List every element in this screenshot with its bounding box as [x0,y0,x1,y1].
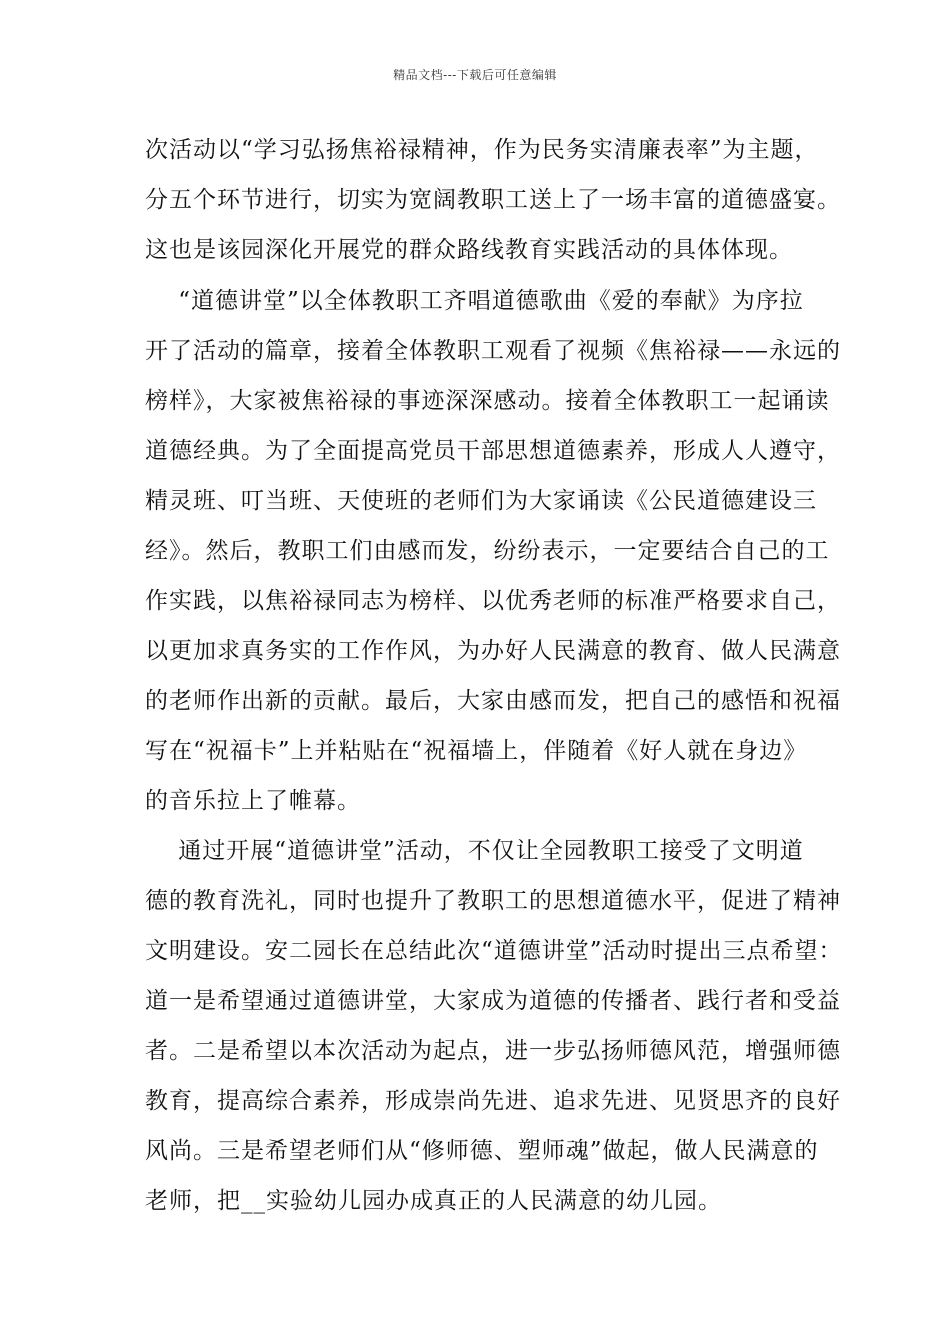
text-line: 道德经典。为了全面提高党员干部思想道德素养，形成人人遵守， [145,438,841,464]
text-line: 写在“祝福卡”上并粘贴在“祝福墙上，伴随着《好人就在身边》 [145,738,808,764]
text-line: 教育，提高综合素养，形成崇尚先进、追求先进、见贤思齐的良好 [145,1088,841,1114]
text-line: “道德讲堂”以全体教职工齐唱道德歌曲《爱的奉献》为序拉 [145,288,804,314]
text-line: 这也是该园深化开展党的群众路线教育实践活动的具体体现。 [145,237,793,263]
text-line: 以更加求真务实的工作作风，为办好人民满意的教育、做人民满意 [145,638,841,664]
text-line: 分五个环节进行，切实为宽阔教职工送上了一场丰富的道德盛宴。 [145,187,841,213]
text-line: 老师，把__实验幼儿园办成真正的人民满意的幼儿园。 [145,1188,722,1214]
text-line: 的音乐拉上了帷幕。 [145,788,361,814]
text-line: 文明建设。安二园长在总结此次“道德讲堂”活动时提出三点希望： [145,938,843,964]
text-line: 道一是希望通过道德讲堂，大家成为道德的传播者、践行者和受益 [145,988,841,1014]
text-line: 开了活动的篇章，接着全体教职工观看了视频《焦裕禄——永远的 [145,338,841,364]
text-line: 德的教育洗礼，同时也提升了教职工的思想道德水平，促进了精神 [145,888,841,914]
page-header: 精品文档---下载后可任意编辑 [393,68,557,82]
text-line: 的老师作出新的贡献。最后，大家由感而发，把自己的感悟和祝福 [145,688,841,714]
text-line: 风尚。三是希望老师们从“修师德、塑师魂”做起，做人民满意的 [145,1138,819,1164]
text-line: 榜样》，大家被焦裕禄的事迹深深感动。接着全体教职工一起诵读 [145,388,830,414]
text-line: 通过开展“道德讲堂”活动，不仅让全园教职工接受了文明道 [145,838,804,864]
text-line: 经》。然后，教职工们由感而发，纷纷表示，一定要结合自己的工 [145,538,830,564]
text-line: 者。二是希望以本次活动为起点，进一步弘扬师德风范，增强师德 [145,1038,841,1064]
text-line: 次活动以“学习弘扬焦裕禄精神，作为民务实清廉表率”为主题， [145,137,819,163]
text-line: 精灵班、叮当班、天使班的老师们为大家诵读《公民道德建设三 [145,488,817,514]
text-line: 作实践，以焦裕禄同志为榜样、以优秀老师的标准严格要求自己， [145,588,841,614]
